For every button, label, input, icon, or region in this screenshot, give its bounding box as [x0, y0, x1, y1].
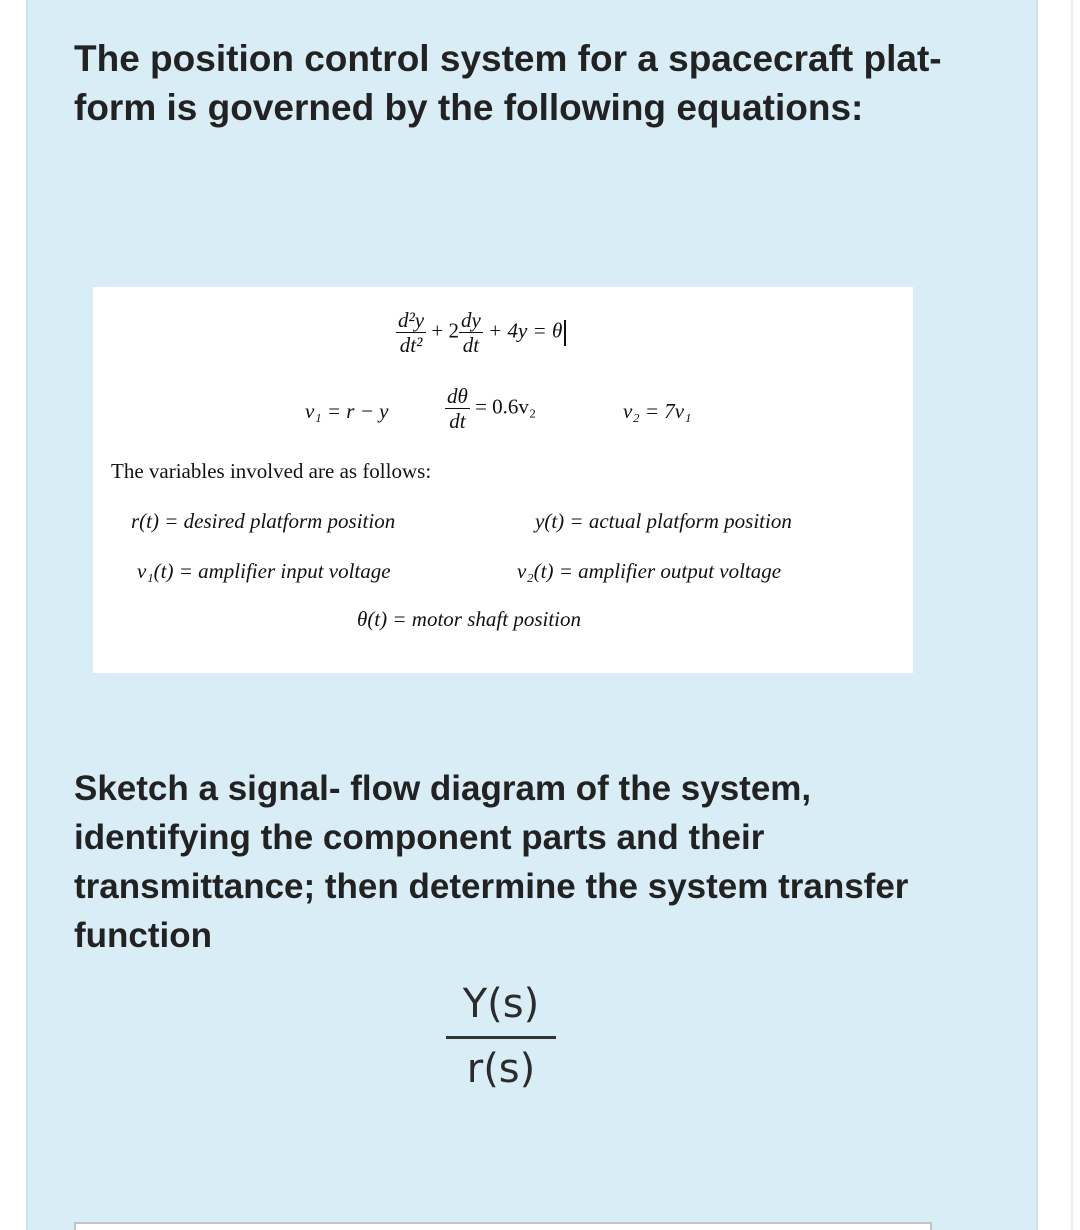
equation-v1: v₁ = r − y — [305, 399, 389, 423]
variables-title: The variables involved are as follows: — [111, 459, 432, 483]
question-intro: The position control system for a spacecraft plat- form is governed by the following equations: — [74, 38, 942, 128]
answer-input-box[interactable] — [74, 1222, 932, 1230]
fraction-bar — [446, 1036, 556, 1039]
variable-v1: v₁(t) = amplifier input voltage — [137, 559, 391, 583]
question-task: Sketch a signal- flow diagram of the system, identifying the component parts and their transmittance; then determine the system transfer function — [74, 769, 909, 955]
variable-v2: v₂(t) = amplifier output voltage — [517, 559, 782, 583]
variable-y: y(t) = actual platform position — [535, 509, 792, 533]
transfer-function — [446, 978, 556, 1095]
tf-numerator: Y(s) — [462, 981, 540, 1027]
equation-differential: $\frac{\text{d²y}}{\text{dt²}}$ + 2 $\frac{dy}{dt}$ + 4y = θ — [396, 308, 566, 357]
equations-image — [93, 287, 913, 673]
variable-r: r(t) = desired platform position — [131, 509, 396, 533]
variable-theta: θ(t) = motor shaft position — [357, 607, 581, 631]
equation-dtheta: $\frac{d\theta}{dt}$ = 0.6v₂ — [447, 384, 537, 433]
question-card — [26, 0, 1038, 1230]
tf-denominator: r(s) — [466, 1046, 536, 1092]
text-cursor — [564, 320, 566, 346]
equation-v2: v₂ = 7v₁ — [623, 399, 692, 423]
scrollbar-track[interactable] — [1071, 0, 1073, 1230]
